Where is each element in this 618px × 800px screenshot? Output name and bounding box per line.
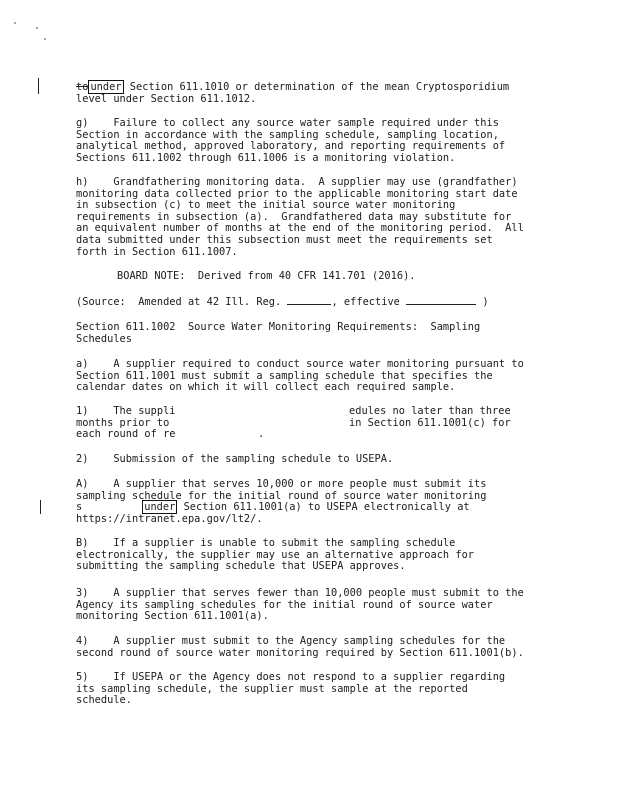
intro-paragraph bbox=[76, 82, 509, 105]
struck-text: to bbox=[76, 81, 89, 93]
subsection-A: A) A supplier that serves 10,000 or more people must submit its sampling schedule for the initial round of source water monitoring s under Section 611.1001(a) to USEPA electronically at https://intranet.epa.gov/lt2/. bbox=[76, 478, 487, 525]
scan-speck bbox=[14, 22, 16, 24]
subsection-1-end: . bbox=[258, 428, 265, 440]
subsection-a: a) A supplier required to conduct source water monitoring pursuant to Section 611.1001 must submit a sampling schedule that specifies the calendar dates on which it will collect each required sample. bbox=[76, 358, 524, 394]
subsection-4: 4) A supplier must submit to the Agency sampling schedules for the second round of source water monitoring required by Section 611.1001(b). bbox=[76, 635, 524, 659]
section-heading: Section 611.1002 Source Water Monitoring Requirements: Sampling Schedules bbox=[76, 321, 481, 345]
source-line: (Source: Amended at 42 Ill. Reg. , effective ) bbox=[76, 296, 489, 308]
subsection-3: 3) A supplier that serves fewer than 10,000 people must submit to the Agency its sampling schedules for the initial round of source water monitoring Section 611.1001(a). bbox=[76, 587, 524, 623]
inserted-text: under bbox=[144, 501, 176, 514]
intro-line: level under Section 611.1012. bbox=[76, 92, 257, 105]
subsection-2: 2) Submission of the sampling schedule to USEPA. bbox=[76, 453, 394, 465]
scan-speck bbox=[44, 38, 46, 40]
subsection-1-left: 1) The suppli months prior to each round of re bbox=[76, 405, 176, 441]
subsection-g: g) Failure to collect any source water sample required under this Section in accordance with the sampling schedule, sampling location, analytical method, approved laboratory, and reporting requirements of Sections 611.1002 through 611.1006 is a monitoring violation. bbox=[76, 117, 506, 164]
board-note: BOARD NOTE: Derived from 40 CFR 141.701 (2016). bbox=[117, 270, 416, 282]
subsection-5: 5) If USEPA or the Agency does not respond to a supplier regarding its sampling schedule, the supplier must sample at the reported schedule. bbox=[76, 671, 506, 707]
subsection-1-right: edules no later than three in Section 611.1001(c) for bbox=[349, 405, 511, 429]
subsection-h: h) Grandfathering monitoring data. A supplier may use (grandfather) monitoring data collected prior to the applicable monitoring start date in subsection (c) to meet the initial source water monitoring requirements in subsection (a). Grandfathered data may substitute for an equivalent number of months at the end of the monitoring period. All data submitted under this subsection must meet the requirements set forth in Section 611.1007. bbox=[76, 176, 524, 258]
margin-change-bar bbox=[38, 78, 39, 94]
inserted-text: under bbox=[90, 81, 122, 93]
subsection-B: B) If a supplier is unable to submit the sampling schedule electronically, the supplier may use an alternative approach for submitting the sampling schedule that USEPA approves. bbox=[76, 537, 475, 573]
margin-change-bar bbox=[40, 500, 41, 514]
intro-line: Section 611.1010 or determination of the mean Cryptosporidium bbox=[123, 81, 510, 93]
scan-speck bbox=[36, 27, 38, 29]
